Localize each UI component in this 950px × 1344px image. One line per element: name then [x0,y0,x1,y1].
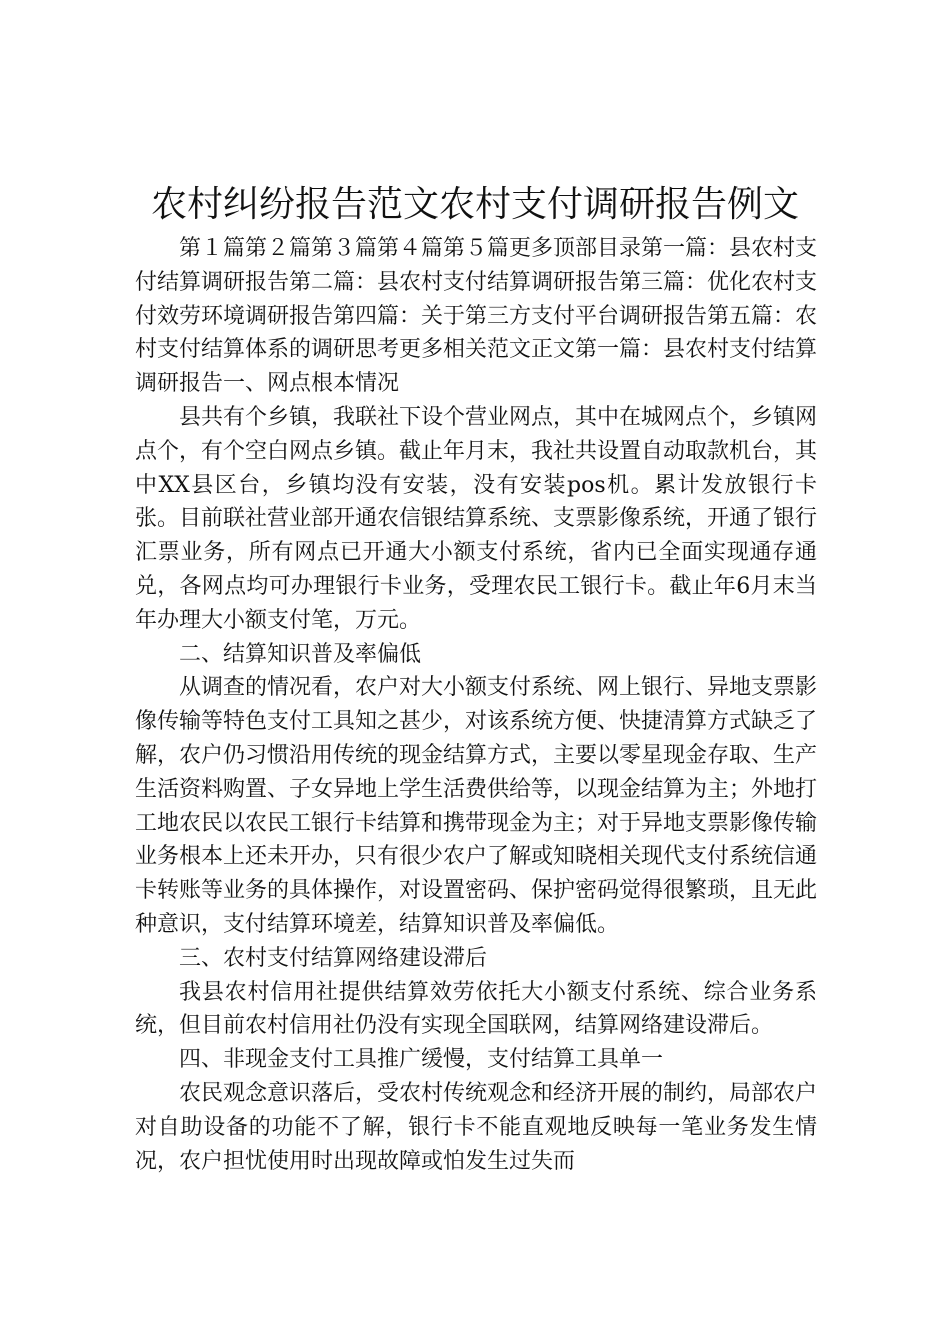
section-heading-4: 四、非现金支付工具推广缓慢，支付结算工具单一 [179,1047,664,1073]
section-heading-2: 二、结算知识普及率偏低 [179,641,422,667]
document-body [135,232,817,1178]
paragraph-table-of-contents: 第１篇第２篇第３篇第４篇第５篇更多顶部目录第一篇：县农村支付结算调研报告第二篇：县农村支付结算调研报告第三篇：优化农村支付效劳环境调研报告第四篇：关于第三方支付平台调研报告第五篇：农村支付结算体系的调研思考更多相关范文正文第一篇：县农村支付结算调研报告一、网点根本情况 [135,236,818,397]
paragraph-network-construction: 我县农村信用社提供结算效劳依托大小额支付系统、综合业务系统，但目前农村信用社仍没有实现全国联网，结算网络建设滞后。 [135,979,817,1039]
section-heading-3: 三、农村支付结算网络建设滞后 [179,945,488,971]
document-title: 农村纠纷报告范文农村支付调研报告例文 [150,184,799,225]
paragraph-network-overview: 县共有个乡镇，我联社下设个营业网点，其中在城网点个，乡镇网点个，有个空白网点乡镇。截止年月末，我社共设置自动取款机台，其中XX县区台，乡镇均没有安装，没有安装pos机。累计发放银行卡张。目前联社营业部开通农信银结算系统、支票影像系统，开通了银行汇票业务，所有网点已开通大小额支付系统，省内已全面实现通存通兑，各网点均可办理银行卡业务，受理农民工银行卡。截止年6月末当年办理大小额支付笔，万元。 [135,404,818,633]
paragraph-settlement-knowledge: 从调查的情况看，农户对大小额支付系统、网上银行、异地支票影像传输等特色支付工具知之甚少，对该系统方便、快捷清算方式缺乏了解，农户仍习惯沿用传统的现金结算方式，主要以零星现金存取、生产生活资料购置、子女异地上学生活费供给等，以现金结算为主；外地打工地农民以农民工银行卡结算和携带现金为主；对于异地支票影像传输业务根本上还未开办，只有很少农户了解或知晓相关现代支付系统信通卡转账等业务的具体操作，对设置密码、保护密码觉得很繁琐，且无此种意识，支付结算环境差，结算知识普及率偏低。 [135,675,818,937]
paragraph-payment-tools: 农民观念意识落后，受农村传统观念和经济开展的制约，局部农户对自助设备的功能不了解，银行卡不能直观地反映每一笔业务发生情况，农户担忧使用时出现故障或怕发生过失而 [135,1080,818,1174]
